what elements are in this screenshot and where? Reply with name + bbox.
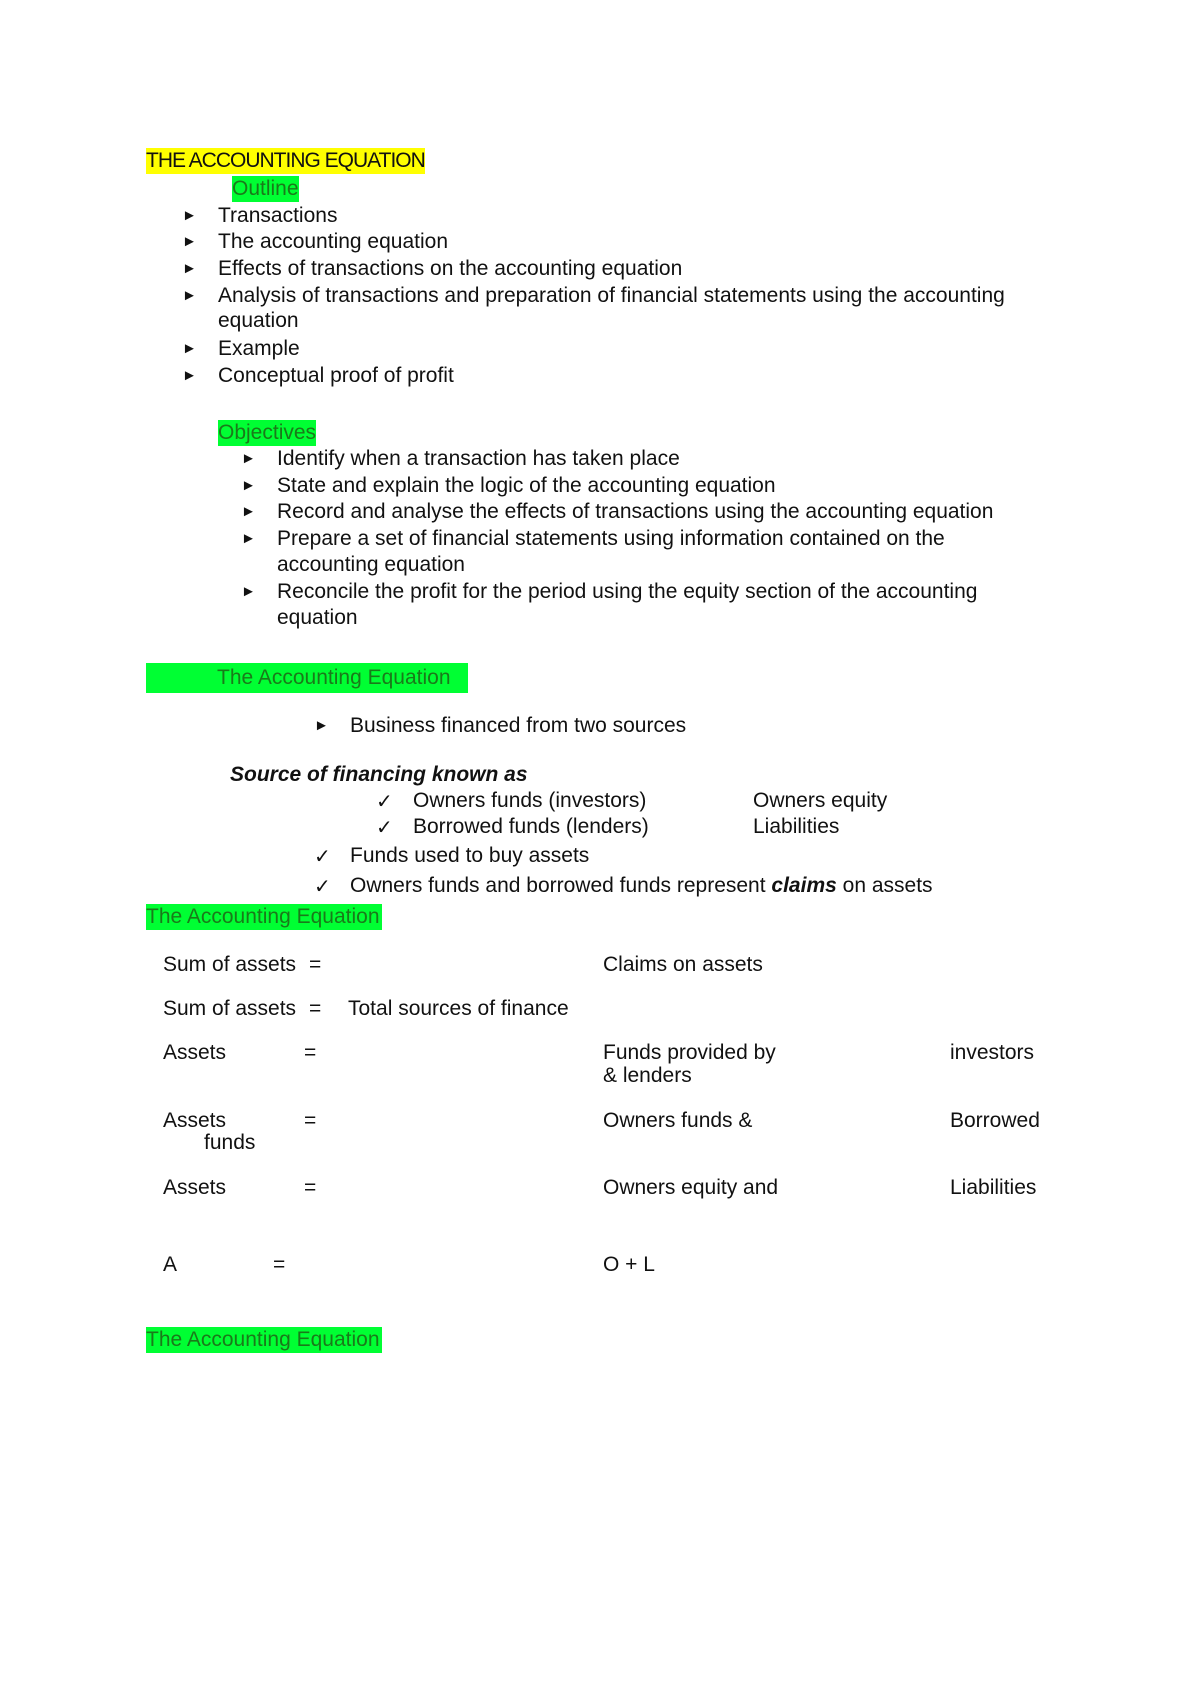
objective-item-continued: accounting equation xyxy=(277,553,465,576)
check-icon: ✓ xyxy=(314,874,331,898)
claims-word: claims xyxy=(771,874,837,897)
objective-item: Identify when a transaction has taken place xyxy=(277,447,680,470)
check-icon: ✓ xyxy=(376,789,393,813)
objectives-heading: Objectives xyxy=(218,421,317,444)
eq-left: Assets xyxy=(163,1041,227,1064)
outline-item: Conceptual proof of profit xyxy=(218,364,454,387)
claims-line-before: Owners funds and borrowed funds represent xyxy=(350,874,766,897)
eq-sign: = xyxy=(273,1253,286,1276)
section-heading-2: The Accounting Equation xyxy=(146,905,380,928)
bullet-icon: ► xyxy=(241,450,256,467)
outline-item: Example xyxy=(218,337,300,360)
source-item-left: Borrowed funds (lenders) xyxy=(413,815,649,838)
eq-middle: Total sources of finance xyxy=(348,997,569,1020)
document-title: THE ACCOUNTING EQUATION xyxy=(146,149,425,172)
bullet-icon: ► xyxy=(241,530,256,547)
bullet-icon: ► xyxy=(182,260,197,277)
bullet-icon: ► xyxy=(182,287,197,304)
eq-left: Sum of assets xyxy=(163,997,297,1020)
claims-line xyxy=(350,873,933,899)
eq-left: Assets xyxy=(163,1109,227,1132)
outline-item: Effects of transactions on the accounting equation xyxy=(218,257,683,280)
eq-left-continued: funds xyxy=(204,1131,256,1154)
objective-item-continued: equation xyxy=(277,606,358,629)
section-heading-1 xyxy=(146,663,468,693)
eq-left: Assets xyxy=(163,1176,227,1199)
section-heading-3: The Accounting Equation xyxy=(146,1328,380,1351)
objective-item: State and explain the logic of the accounting equation xyxy=(277,474,776,497)
bullet-icon: ► xyxy=(182,207,197,224)
bullet-icon: ► xyxy=(182,233,197,250)
eq-sign: = xyxy=(309,953,322,976)
eq-sign: = xyxy=(309,997,322,1020)
eq-right: Claims on assets xyxy=(603,953,763,976)
eq-right: Funds provided by xyxy=(603,1041,776,1064)
eq-left: A xyxy=(163,1253,178,1276)
eq-left: Sum of assets xyxy=(163,953,297,976)
eq-right: Owners funds & xyxy=(603,1109,753,1132)
bullet-icon: ► xyxy=(241,503,256,520)
outline-item: The accounting equation xyxy=(218,230,449,253)
objective-item: Prepare a set of financial statements using information contained on the xyxy=(277,527,945,550)
check-icon: ✓ xyxy=(376,815,393,839)
claims-line-after: on assets xyxy=(842,874,933,897)
eq-far-right: Borrowed xyxy=(950,1109,1040,1132)
bullet-icon: ► xyxy=(241,477,256,494)
outline-heading: Outline xyxy=(232,177,299,200)
section-heading-1-text: The Accounting Equation xyxy=(217,666,451,689)
bullet-icon: ► xyxy=(241,583,256,600)
objective-item: Reconcile the profit for the period using the equity section of the accounting xyxy=(277,580,978,603)
source-item-right: Liabilities xyxy=(753,815,840,838)
check-icon: ✓ xyxy=(314,844,331,868)
eq-right: Owners equity and xyxy=(603,1176,779,1199)
outline-item: Analysis of transactions and preparation of financial statements using the accounting xyxy=(218,284,1005,307)
financing-bullet: Business financed from two sources xyxy=(350,714,687,737)
check-item: Funds used to buy assets xyxy=(350,844,590,867)
outline-item-continued: equation xyxy=(218,309,299,332)
eq-sign: = xyxy=(304,1109,317,1132)
eq-right-continued: & lenders xyxy=(603,1064,692,1087)
source-of-financing-label: Source of financing known as xyxy=(230,763,528,786)
eq-far-right: Liabilities xyxy=(950,1176,1037,1199)
eq-right: O + L xyxy=(603,1253,655,1276)
eq-sign: = xyxy=(304,1041,317,1064)
source-item-left: Owners funds (investors) xyxy=(413,789,647,812)
eq-far-right: investors xyxy=(950,1041,1035,1064)
outline-item: Transactions xyxy=(218,204,338,227)
bullet-icon: ► xyxy=(182,367,197,384)
eq-sign: = xyxy=(304,1176,317,1199)
bullet-icon: ► xyxy=(182,340,197,357)
objective-item: Record and analyse the effects of transactions using the accounting equation xyxy=(277,500,994,523)
source-item-right: Owners equity xyxy=(753,789,888,812)
bullet-icon: ► xyxy=(314,717,329,734)
